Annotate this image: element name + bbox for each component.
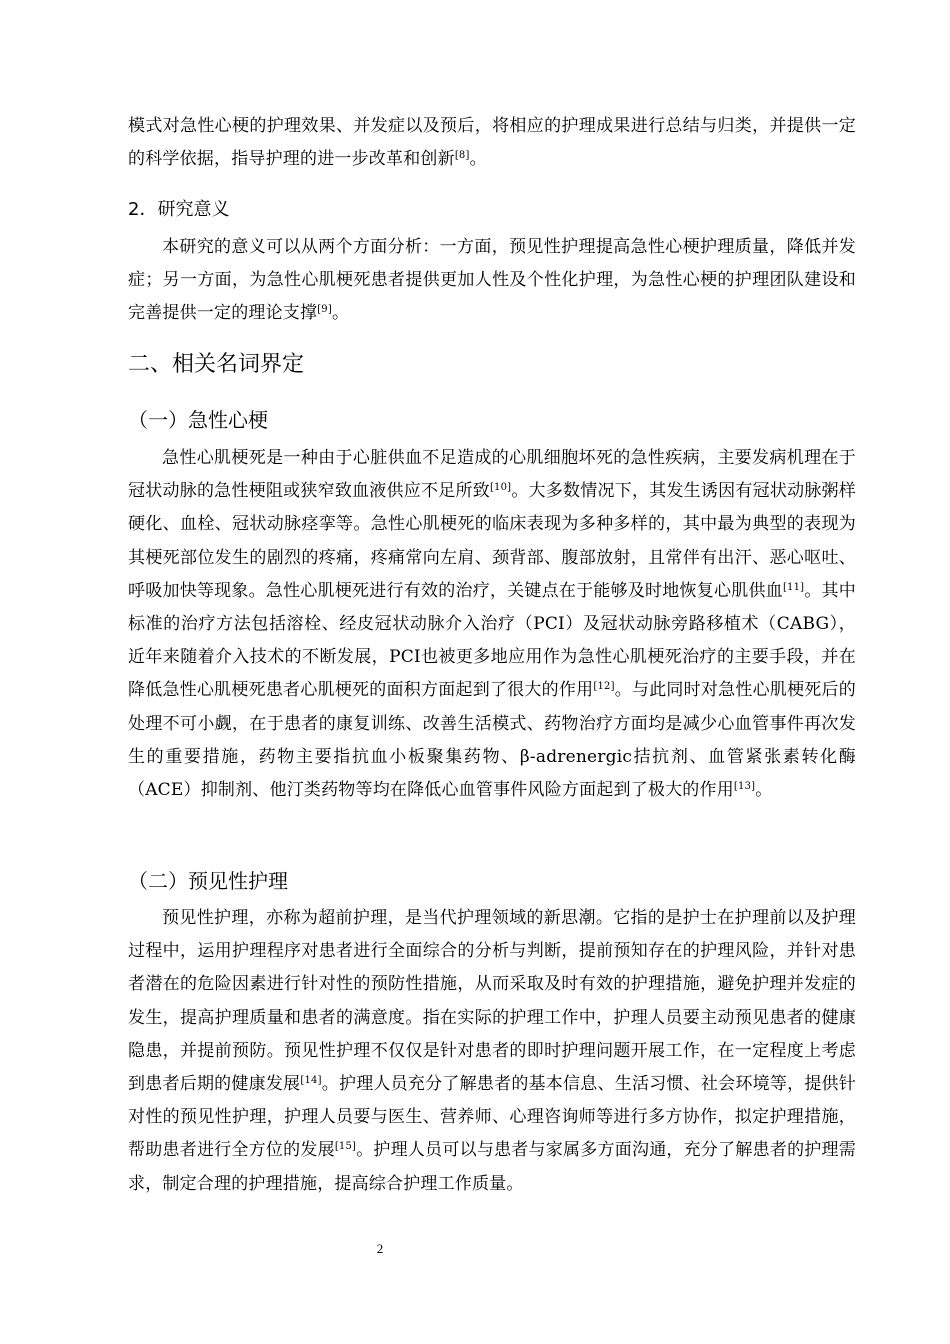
subsection-1-tail: 。 (755, 780, 773, 801)
section-2-text: 本研究的意义可以从两个方面分析：一方面，预见性护理提高急性心梗护理质量，降低并发症；另一方面，为急性心肌梗死患者提供更加人性及个性化护理，为急性心梗的护理团队建设和完善提供一定的理论支撑 (128, 237, 856, 324)
subsection-1-text-1: 急性心肌梗死是一种由于心脏供血不足造成的心肌细胞坏死的急性疾病，主要发病机理在于冠状动脉的急性梗阻或狭窄致血液供应不足所致 (128, 448, 856, 502)
intro-text: 模式对急性心梗的护理效果、并发症以及预后，将相应的护理成果进行总结与归类，并提供一定的科学依据，指导护理的进一步改革和创新 (128, 116, 856, 170)
subsection-1-paragraph-block (128, 442, 856, 807)
subsection-2-text-2: 。护理人员充分了解患者的基本信息、生活习惯、社会环境等，提供针对性的预见性护理，护理人员要与医生、营养师、心理咨询师等进行多方协作，拟定护理措施，帮助患者进行全方位的发展 (128, 1074, 856, 1161)
section-2-tail: 。 (331, 303, 350, 324)
subsection-1-text-3: 。其中标准的治疗方法包括溶栓、经皮冠状动脉介入治疗（PCI）及冠状动脉旁路移植术（CABG），近年来随着介入技术的不断发展，PCI也被更多地应用作为急性心肌梗死治疗的主要手段，并在降低急性心肌梗死患者心肌梗死的面积方面起到了很大的作用 (128, 580, 856, 701)
citation-12: [12] (593, 681, 615, 693)
section-2-heading: 2．研究意义 (128, 199, 230, 220)
section-2-heading-block (128, 195, 856, 225)
subsection-2-heading-block (128, 866, 856, 896)
intro-tail: 。 (469, 149, 487, 170)
citation-14: [14] (300, 1075, 322, 1087)
subsection-2-paragraph (128, 902, 856, 1201)
subsection-2-text-1: 预见性护理，亦称为超前护理，是当代护理领域的新思潮。它指的是护士在护理前以及护理过程中，运用护理程序对患者进行全面综合的分析与判断，提前预知存在的护理风险，并针对患者潜在的危险因素进行针对性的预防性措施，从而采取及时有效的护理措施，避免护理并发症的发生，提高护理质量和患者的满意度。指在实际的护理工作中，护理人员要主动预见患者的健康隐患，并提前预防。预见性护理不仅仅是针对患者的即时护理问题开展工作，在一定程度上考虑到患者后期的健康发展 (128, 908, 856, 1095)
intro-paragraph-block (128, 110, 856, 176)
citation-13: [13] (733, 781, 756, 793)
page-number: 2 (376, 1241, 384, 1256)
section-2-paragraph-block (128, 231, 856, 331)
section-2-paragraph (128, 231, 856, 331)
subsection-2-text-3: 。护理人员可以与患者与家属多方面沟通，充分了解患者的护理需求，制定合理的护理措施，提高综合护理工作质量。 (128, 1140, 856, 1194)
chapter-heading: 二、相关名词界定 (128, 352, 305, 377)
subsection-2-paragraph-block (128, 902, 856, 1201)
citation-9: [9] (317, 304, 332, 316)
subsection-1-text-4: 。与此同时对急性心肌梗死后的处理不可小觑，在于患者的康复训练、改善生活模式、药物治疗方面均是减少心血管事件再次发生的重要措施，药物主要指抗血小板聚集药物、β-adrenergic拮抗剂、血管紧张素转化酶（ACE）抑制剂、他汀类药物等均在降低心血管事件风险方面起到了极大的作用 (128, 680, 856, 801)
subsection-2-heading: （二）预见性护理 (128, 869, 288, 893)
citation-11: [11] (782, 581, 805, 593)
subsection-1-text-2: 。大多数情况下，其发生诱因有冠状动脉粥样硬化、血栓、冠状动脉痉挛等。急性心肌梗死的临床表现为多种多样的，其中最为典型的表现为其梗死部位发生的剧烈的疼痛，疼痛常向左肩、颈背部、腹部放射，且常伴有出汗、恶心呕吐、呼吸加快等现象。急性心肌梗死进行有效的治疗，关键点在于能够及时地恢复心肌供血 (128, 481, 856, 601)
citation-10: [10] (489, 482, 512, 494)
subsection-1-heading-block (128, 405, 856, 435)
intro-paragraph (128, 110, 856, 176)
subsection-1-heading: （一）急性心梗 (128, 408, 268, 432)
subsection-1-paragraph (128, 442, 856, 807)
chapter-heading-block (128, 350, 856, 380)
citation-15: [15] (334, 1141, 357, 1153)
citation-8: [8] (454, 150, 470, 162)
